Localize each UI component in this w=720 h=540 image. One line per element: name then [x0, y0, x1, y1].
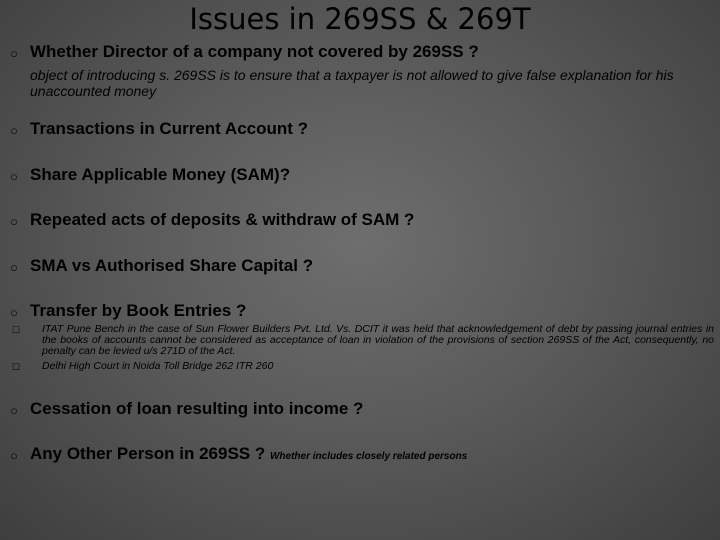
- bullet-icon: ○: [10, 403, 18, 418]
- issue-description: object of introducing s. 269SS is to ensure that a taxpayer is not allowed to give false explanation for his unaccounted money: [30, 67, 674, 99]
- square-bullet-icon: ☐: [12, 362, 21, 372]
- issue-item: Cessation of loan resulting into income ?: [30, 399, 364, 418]
- bullet-icon: ○: [10, 214, 18, 229]
- issue-item: SMA vs Authorised Share Capital ?: [30, 256, 314, 275]
- issue-item-note: Whether includes closely related persons: [269, 451, 468, 462]
- bullet-icon: ○: [10, 305, 18, 320]
- issue-item: Repeated acts of deposits & withdraw of SAM ?: [30, 210, 415, 229]
- issue-item-text: Any Other Person in 269SS ?: [30, 444, 266, 463]
- issue-item: Transactions in Current Account ?: [30, 119, 309, 138]
- bullet-icon: ○: [10, 260, 18, 275]
- issue-item: Share Applicable Money (SAM)?: [30, 165, 291, 184]
- case-reference: Delhi High Court in Noida Toll Bridge 262 ITR 260: [42, 360, 274, 372]
- issue-item: Transfer by Book Entries ?: [30, 301, 247, 320]
- case-reference: ITAT Pune Bench in the case of Sun Flower Builders Pvt. Ltd. Vs. DCIT it was held that acknowledgement of debt by passing journal entries in the books of accounts cannot be considered as acceptance of loan in violation of the provisions of section 269SS of the Act, consequently, no penalty can be levied u/s 271D of the Act.: [42, 323, 714, 357]
- bullet-icon: ○: [10, 46, 18, 61]
- bullet-icon: ○: [10, 169, 18, 184]
- issue-item: Whether Director of a company not covered by 269SS ?: [30, 42, 479, 61]
- slide-title: Issues in 269SS & 269T: [189, 2, 531, 36]
- issue-item: [30, 444, 467, 464]
- bullet-icon: ○: [10, 448, 18, 463]
- bullet-icon: ○: [10, 123, 18, 138]
- square-bullet-icon: ☐: [12, 325, 21, 335]
